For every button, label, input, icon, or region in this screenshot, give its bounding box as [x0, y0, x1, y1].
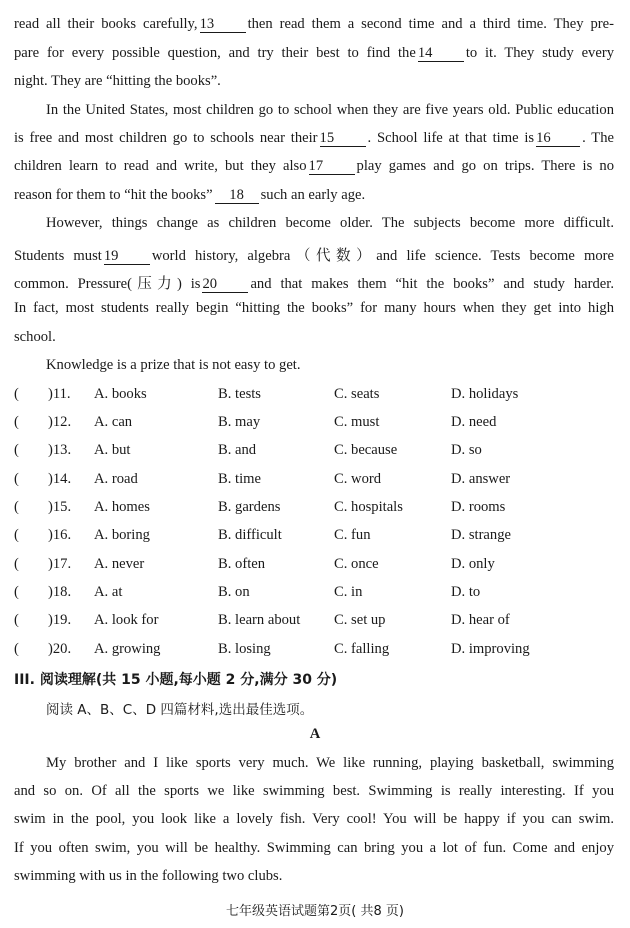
question-row: [14, 471, 614, 491]
blank-13[interactable]: 13: [200, 16, 246, 33]
passage-line: My brother and I like sports very much. We like running, playing basketball, swimming: [46, 755, 614, 771]
option-c[interactable]: C. must: [334, 414, 380, 430]
option-b[interactable]: B. time: [218, 471, 261, 487]
question-row: [14, 499, 614, 519]
question-number: )17.: [48, 556, 72, 572]
option-a[interactable]: A. homes: [94, 499, 150, 515]
question-number: )20.: [48, 641, 72, 657]
option-c[interactable]: C. in: [334, 584, 363, 600]
passage-line: swim in the pool, you look like a lovely fish. Very cool! You will be happy if you can swim.: [14, 811, 614, 827]
passage-label: A: [309, 726, 321, 742]
passage-line: Students must 19 world history, algebra（代数）and life science. Tests become more: [14, 248, 614, 264]
option-c[interactable]: C. word: [334, 471, 382, 487]
option-b[interactable]: B. often: [218, 556, 266, 572]
question-number: )14.: [48, 471, 72, 487]
option-b[interactable]: B. tests: [218, 386, 261, 402]
option-b[interactable]: B. and: [218, 442, 257, 458]
passage-line: and so on. Of all the sports we like swimming best. Swimming is really interesting. If you: [14, 783, 614, 799]
option-b[interactable]: B. losing: [218, 641, 271, 657]
answer-paren-open[interactable]: (: [14, 471, 19, 487]
option-a[interactable]: A. growing: [94, 641, 161, 657]
option-d[interactable]: D. hear of: [451, 612, 510, 628]
option-d[interactable]: D. rooms: [451, 499, 506, 515]
blank-14[interactable]: 14: [418, 45, 464, 62]
option-b[interactable]: B. on: [218, 584, 250, 600]
question-number: )18.: [48, 584, 72, 600]
blank-15[interactable]: 15: [320, 130, 366, 147]
option-c[interactable]: C. hospitals: [334, 499, 403, 515]
option-c[interactable]: C. fun: [334, 527, 371, 543]
question-number: )11.: [48, 386, 71, 402]
passage-line: common. Pressure(压力) is 20 and that makes them “hit the books” and study harder.: [14, 276, 614, 292]
question-row: [14, 414, 614, 434]
option-a[interactable]: A. but: [94, 442, 131, 458]
answer-paren-open[interactable]: (: [14, 442, 19, 458]
option-b[interactable]: B. difficult: [218, 527, 282, 543]
question-number: )16.: [48, 527, 72, 543]
blank-17[interactable]: 17: [309, 158, 355, 175]
option-b[interactable]: B. gardens: [218, 499, 281, 515]
option-c[interactable]: C. falling: [334, 641, 390, 657]
option-a[interactable]: A. boring: [94, 527, 150, 543]
blank-16[interactable]: 16: [536, 130, 580, 147]
option-c[interactable]: C. once: [334, 556, 379, 572]
question-row: [14, 527, 614, 547]
passage-line: However, things change as children become older. The subjects become more difficult.: [46, 215, 614, 231]
option-d[interactable]: D. so: [451, 442, 482, 458]
answer-paren-open[interactable]: (: [14, 556, 19, 572]
option-d[interactable]: D. strange: [451, 527, 511, 543]
option-c[interactable]: C. because: [334, 442, 398, 458]
blank-18[interactable]: 18: [215, 187, 259, 204]
passage-line: In the United States, most children go to school when they are five years old. Public education: [46, 102, 614, 118]
passage-line: Knowledge is a prize that is not easy to get.: [46, 357, 301, 373]
option-b[interactable]: B. may: [218, 414, 261, 430]
question-number: )12.: [48, 414, 72, 430]
option-d[interactable]: D. to: [451, 584, 481, 600]
passage-line: reason for them to “hit the books” 18 such an early age.: [14, 187, 366, 203]
question-row: [14, 612, 614, 632]
passage-line: children learn to read and write, but they also 17 play games and go on trips. There is no: [14, 158, 614, 174]
blank-19[interactable]: 19: [104, 248, 150, 265]
option-d[interactable]: D. only: [451, 556, 495, 572]
page-footer: 七年级英语试题第2页( 共8 页): [226, 904, 404, 919]
option-d[interactable]: D. improving: [451, 641, 530, 657]
option-d[interactable]: D. holidays: [451, 386, 519, 402]
option-a[interactable]: A. at: [94, 584, 123, 600]
question-row: [14, 556, 614, 576]
answer-paren-open[interactable]: (: [14, 612, 19, 628]
section-heading: III. 阅读理解(共 15 小题,每小题 2 分,满分 30 分): [14, 672, 338, 688]
option-b[interactable]: B. learn about: [218, 612, 301, 628]
passage-line: pare for every possible question, and try their best to find the 14 to it. They study every: [14, 45, 614, 61]
answer-paren-open[interactable]: (: [14, 641, 19, 657]
answer-paren-open[interactable]: (: [14, 414, 19, 430]
passage-line: If you often swim, you will be healthy. Swimming can bring you a lot of fun. Come and enjoy: [14, 840, 614, 856]
answer-paren-open[interactable]: (: [14, 499, 19, 515]
question-row: [14, 641, 614, 661]
option-a[interactable]: A. books: [94, 386, 147, 402]
question-number: )15.: [48, 499, 72, 515]
option-a[interactable]: A. look for: [94, 612, 159, 628]
question-row: [14, 442, 614, 462]
answer-paren-open[interactable]: (: [14, 527, 19, 543]
answer-paren-open[interactable]: (: [14, 386, 19, 402]
passage-line: In fact, most students really begin “hitting the books” for many hours when they get into high: [14, 300, 614, 316]
question-number: )19.: [48, 612, 72, 628]
passage-line: is free and most children go to schools near their 15 . School life at that time is 16 . The: [14, 130, 614, 146]
blank-20[interactable]: 20: [202, 276, 248, 293]
option-d[interactable]: D. answer: [451, 471, 511, 487]
passage-line: night. They are “hitting the books”.: [14, 73, 221, 89]
question-row: [14, 386, 614, 406]
option-c[interactable]: C. set up: [334, 612, 386, 628]
option-c[interactable]: C. seats: [334, 386, 380, 402]
option-d[interactable]: D. need: [451, 414, 497, 430]
answer-paren-open[interactable]: (: [14, 584, 19, 600]
question-row: [14, 584, 614, 604]
passage-line: swimming with us in the following two clubs.: [14, 868, 283, 884]
option-a[interactable]: A. never: [94, 556, 145, 572]
question-number: )13.: [48, 442, 72, 458]
passage-line: read all their books carefully, 13 then read them a second time and a third time. They pre-: [14, 16, 614, 32]
option-a[interactable]: A. road: [94, 471, 138, 487]
option-a[interactable]: A. can: [94, 414, 133, 430]
section-instruction: 阅读 A、B、C、D 四篇材料,选出最佳选项。: [46, 702, 314, 718]
passage-line: school.: [14, 329, 56, 345]
